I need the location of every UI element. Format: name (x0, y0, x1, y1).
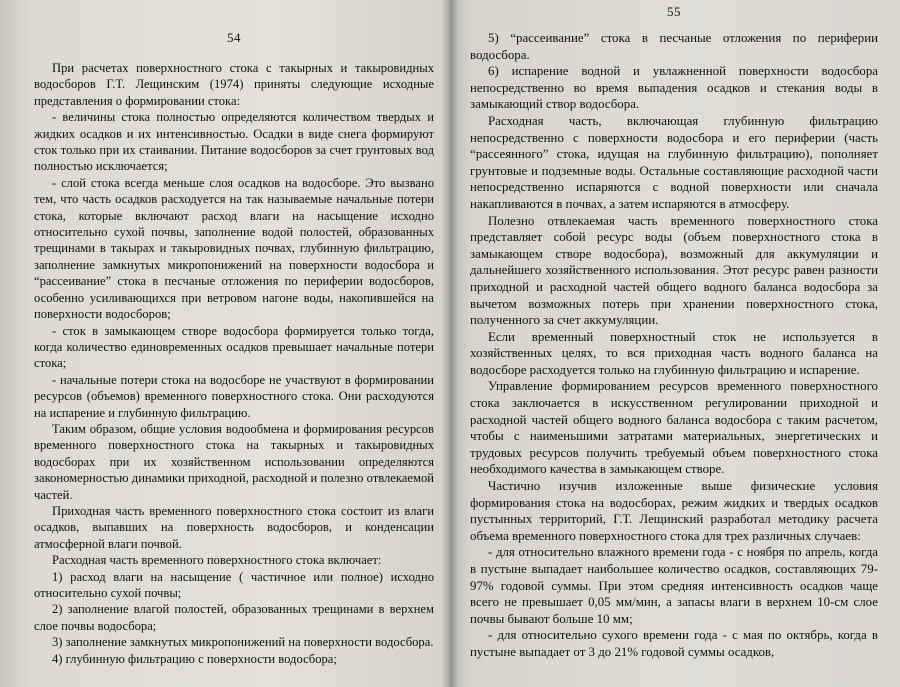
paragraph: - для относительно сухого времени года - с мая по октябрь, когда в пустыне выпадает от 3 до 21% годовой суммы осадков, (470, 628, 878, 659)
page-body (34, 60, 434, 667)
paragraph: 1) расход влаги на насыщение ( частичное или полное) исходно относительно сухой почвы; (34, 569, 434, 600)
paragraph: - сток в замыкающем створе водосбора формируется только тогда, когда количество единовременных осадков превышает начальные потери стока; (34, 323, 434, 371)
paragraph: 6) испарение водной и увлажненной поверхности водосбора непосредственно во время выпадения осадков и стекания воды в замыкающий створ водосбора. (470, 64, 878, 112)
paragraph: 5) “рассеивание” стока в песчаные отложения по периферии водосбора. (470, 31, 878, 62)
paragraph: 2) заполнение влагой полостей, образованных трещинами в верхнем слое почвы водосбора; (34, 602, 434, 633)
book-gutter (443, 0, 457, 687)
paragraph: При расчетах поверхностного стока с такырных и такыровидных водосборов Г.Т. Лещинским (1974) приняты следующие исходные представления о формировании стока: (34, 61, 434, 108)
page-number: 55 (667, 4, 681, 19)
paragraph: Частично изучив изложенные выше физические условия формирования стока на водосборах, режим жидких и твердых осадков пустынных территорий, Г.Т. Лещинский разработал методику расчета объема временного поверхностного стока для трех различных случаев: (470, 479, 878, 543)
paragraph: Если временный поверхностный сток не используется в хозяйственных целях, то вся приходная часть водного баланса на водосборе расходуется только на глубинную фильтрацию и испарение. (470, 329, 878, 377)
right-page (450, 0, 900, 687)
paragraph: 4) глубинную фильтрацию с поверхности водосбора; (52, 651, 337, 666)
paragraph: Расходная часть, включающая глубинную фильтрацию непосредственно с поверхности водосбора и его периферии (часть “рассеянного” стока, идущая на глубинную фильтрацию), пополняет грунтовые и подземные воды. Остальные составляющие расходной части непосредственно испаряются с водной поверхности или сначала накапливаются в почвах, а затем испаряются в атмосферу. (470, 113, 878, 211)
paragraph: - слой стока всегда меньше слоя осадков на водосборе. Это вызвано тем, что часть осадков расходуется на так называемые начальные потери стока, которые включают расход влаги на насыщение исходно относительно сухой почвы, заполнение водой полостей, образованных трещинами в такырах и такыровидных почвах, глубинную фильтрацию, заполнение замкнутых микропонижений на поверхности водосбора и “рассеивание” стока в песчаные отложения по периферии водосборов, особенно усиливающихся при ветровом нагоне воды, накопившейся на поверхности водосборов; (34, 175, 434, 322)
paragraph: Приходная часть временного поверхностного стока состоит из влаги осадков, выпавших на поверхность водосборов, и конденсации атмосферной влаги почвой. (34, 503, 434, 551)
page-number: 54 (227, 30, 241, 45)
paragraph: Управление формированием ресурсов временного поверхностного стока заключается в искусственном регулировании приходной и расходной частей общего водного баланса водосбора с таким расчетом, чтобы с наименьшими затратами материальных, энергетических и трудовых ресурсов получить требуемый объем поверхностного стока необходимого качества в замыкающем створе. (470, 379, 878, 477)
paragraph: Полезно отвлекаемая часть временного поверхностного стока представляет собой ресурс воды (объем поверхностного стока в замыкающем створе водосбора), возможный для аккумуляции и дальнейшего хозяйственного использования. Этот ресурс равен разности приходной и расходной частей общего водного баланса водосбора за вычетом возможных потерь при хранении поверхностного стока, полученного за счет аккумуляции. (470, 213, 878, 328)
paragraph: 3) заполнение замкнутых микропонижений на поверхности водосбора. (52, 635, 434, 650)
paragraph: Расходная часть временного поверхностного стока включает: (52, 553, 382, 568)
paragraph: - начальные потери стока на водосборе не участвуют в формировании ресурсов (объемов) временного поверхностного стока. Они расходуются на испарение и глубинную фильтрацию. (34, 372, 434, 420)
page-body (470, 30, 878, 661)
paragraph: - для относительно влажного времени года - с ноября по апрель, когда в пустыне выпадает наибольшее количество осадков, составляющих 79-97% годовой суммы. При этом средняя интенсивность осадков чаще всего не превышает 0,05 мм/мин, а запасы влаги в верхнем 10-см слое почвы бывают больше 10 мм; (470, 545, 878, 626)
paragraph: Таким образом, общие условия водообмена и формирования ресурсов временного поверхностного стока на такырных и такыровидных водосборах при их хозяйственном использовании определяются закономерностью динамики приходной, расходной и полезно отвлекаемой частей. (34, 421, 434, 502)
paragraph: - величины стока полностью определяются количеством твердых и жидких осадков и их интенсивностью. Осадки в виде снега формируют сток только при их стаивании. Питание водосборов за счет грунтовых вод полностью исключается; (34, 110, 434, 174)
